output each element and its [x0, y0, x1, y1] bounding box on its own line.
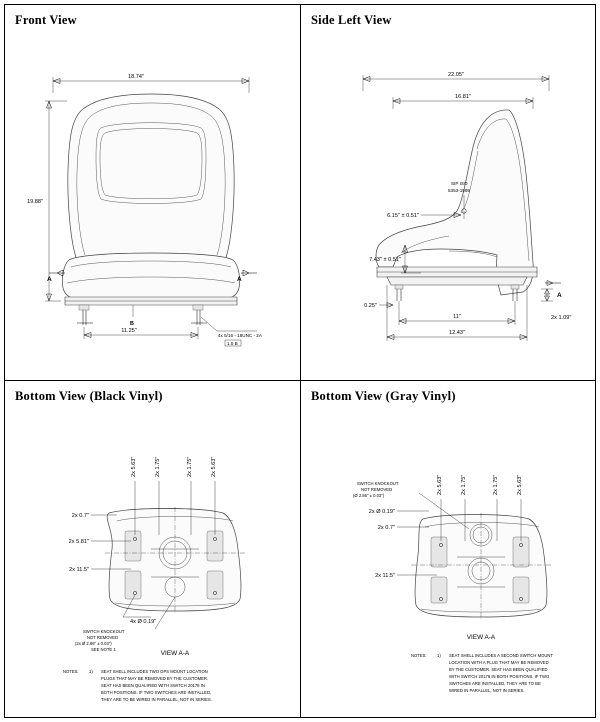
- side-dim-height: 7.43" ± 0.51": [369, 257, 401, 263]
- bottom-gray-note-line-3: WITH SWITCH 20178 IN BOTH POSITIONS. IF TWO: [449, 674, 550, 679]
- panel-side-left-view: [301, 5, 595, 381]
- panel-front-view: [5, 5, 301, 381]
- bottom-black-knockout-3: (2x Ø 2.86" ± 0.03"): [75, 641, 112, 646]
- side-dim-seat-length: 16.81": [455, 94, 471, 100]
- front-section-label-a-left: A: [47, 276, 52, 283]
- bottom-black-dim-v2: 2x 5.81": [68, 539, 89, 545]
- bottom-black-dim-1: 2x 5.63": [131, 456, 137, 477]
- bottom-black-knockout-2: NOT REMOVED: [87, 635, 119, 640]
- bottom-gray-dim-v3: 2x 11.5": [375, 573, 395, 579]
- bottom-black-drawing: [5, 381, 300, 717]
- bottom-gray-dim-2: 2x 1.75": [461, 474, 467, 495]
- bottom-gray-note-line-0: SEAT SHELL INCLUDES A SECOND SWITCH MOUNT: [449, 653, 553, 658]
- panel-title-bottom-gray: Bottom View (Gray Vinyl): [311, 389, 456, 403]
- bottom-gray-knockout-3: (Ø 2.86" ± 0.03"): [353, 493, 385, 498]
- drawing-sheet: [4, 4, 596, 718]
- bottom-black-notes-num: 1): [89, 669, 93, 674]
- bottom-black-hole-callout: 4x Ø 0.19": [130, 619, 157, 625]
- bottom-gray-knockout-1: SWITCH KNOCKOUT: [357, 481, 399, 486]
- bottom-gray-dim-3: 2x 1.75": [493, 474, 499, 495]
- bottom-black-note-line-4: THEY ARE TO BE WIRED IN PARALLEL, NOT IN SERIES.: [101, 697, 212, 702]
- front-section-label-a-right: A: [237, 276, 242, 283]
- side-note-sip-iso-1: SIP ISO: [451, 181, 468, 186]
- bottom-gray-dim-4: 2x 5.63": [517, 474, 523, 495]
- bottom-gray-dim-1: 2x 5.63": [437, 474, 443, 495]
- panel-title-side: Side Left View: [311, 13, 392, 27]
- bottom-black-dim-4: 2x 5.63": [211, 456, 217, 477]
- bottom-gray-note-line-5: WIRED IN PARALLEL, NOT IN SERIES.: [449, 688, 525, 693]
- bottom-black-notes-label: NOTES:: [63, 669, 79, 674]
- bottom-gray-dim-v0: 2x Ø 0.19": [368, 509, 395, 515]
- bottom-gray-notes-num: 1): [437, 653, 441, 658]
- bottom-black-note-line-1: PLUGS THAT MAY BE REMOVED BY THE CUSTOMER.: [101, 676, 209, 681]
- side-dim-mid: 11": [453, 314, 461, 320]
- bottom-gray-view-label: VIEW A-A: [466, 634, 496, 641]
- bottom-black-dim-3: 2x 1.75": [187, 456, 193, 477]
- front-note-bolt: 4x 5/16 - 18UNC - 2A: [218, 333, 262, 338]
- bottom-black-knockout-4: SEE NOTE 1: [91, 647, 116, 652]
- panel-bottom-view-black: [5, 381, 301, 717]
- bottom-gray-note-line-2: BY THE CUSTOMER. SEAT HAS BEEN QUALIFIED: [449, 667, 548, 672]
- bottom-gray-notes-label: NOTES:: [411, 653, 427, 658]
- bottom-black-view-label: VIEW A-A: [160, 650, 190, 657]
- side-note-sip-iso-2: 5353-1995: [448, 188, 470, 193]
- front-dim-width: 18.74": [128, 74, 144, 80]
- side-dim-base: 12.43": [449, 330, 465, 336]
- side-dim-overall-length: 22.05": [448, 72, 464, 78]
- bottom-black-dim-v1: 2x 0.7": [71, 513, 89, 519]
- front-note-bolt-2: 1.5 B: [227, 341, 238, 346]
- bottom-gray-note-line-1: LOCATION WITH A PLUG THAT MAY BE REMOVED: [449, 660, 549, 665]
- front-view-drawing: [5, 5, 300, 380]
- bottom-gray-knockout-2: NOT REMOVED: [361, 487, 393, 492]
- bottom-black-dim-2: 2x 1.75": [155, 456, 161, 477]
- panel-bottom-view-gray: [301, 381, 595, 717]
- side-dim-sip: 6.15" ± 0.51": [387, 213, 419, 219]
- panel-title-front: Front View: [15, 13, 77, 27]
- bottom-gray-dim-v1: 2x 0.7": [377, 525, 395, 531]
- side-view-drawing: [301, 5, 595, 380]
- panel-title-bottom-black: Bottom View (Black Vinyl): [15, 389, 163, 403]
- bottom-black-note-line-2: SEAT HAS BEEN QUALIFIED WITH SWITCH 20178 IN: [101, 683, 205, 688]
- side-dim-stud: 2x 1.09": [551, 315, 572, 321]
- side-dim-front-offset: 0.25": [364, 303, 377, 309]
- bottom-black-knockout-1: SWITCH KNOCKOUT: [83, 629, 125, 634]
- front-section-label-b: B: [130, 321, 134, 327]
- bottom-gray-note-line-4: SWITCHES ARE INSTALLED, THEY ARE TO BE: [449, 681, 541, 686]
- front-dim-base-width: 11.25": [121, 328, 137, 334]
- side-section-label-a: A: [557, 292, 562, 299]
- bottom-black-note-line-0: SEAT SHELL INCLUDES TWO OPS MOUNT LOCATION: [101, 669, 208, 674]
- bottom-black-dim-v3: 2x 11.5": [69, 567, 89, 573]
- front-dim-height: 19.88": [27, 199, 43, 205]
- bottom-gray-drawing: [301, 381, 595, 717]
- bottom-black-note-line-3: BOTH POSITIONS. IF TWO SWITCHES ARE INSTALLED,: [101, 690, 212, 695]
